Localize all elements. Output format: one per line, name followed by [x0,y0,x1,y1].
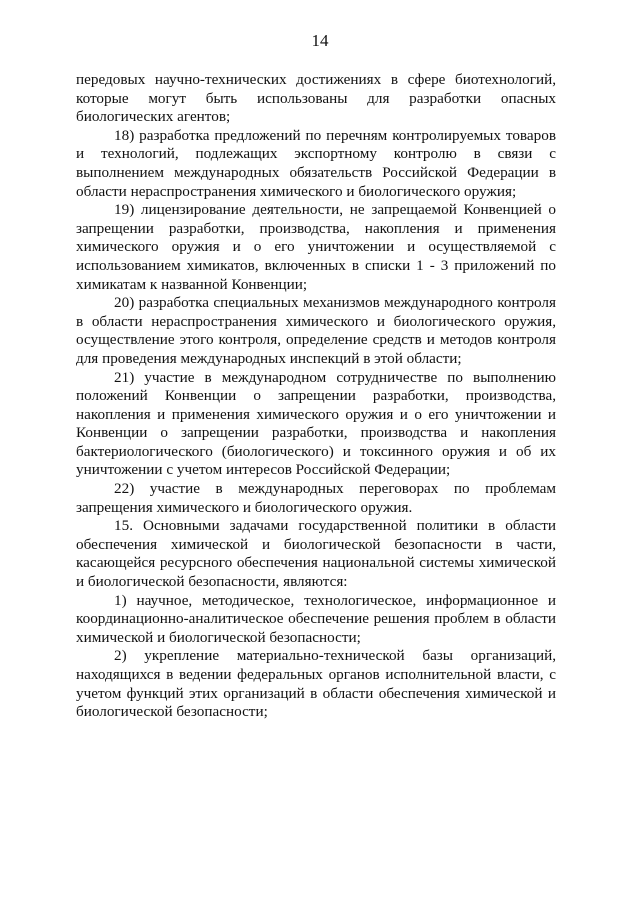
paragraph-item-21: 21) участие в международном сотрудничестве по выполнению положений Конвенции о запрещении разработки, производства, накопления и применения химического оружия и о его уничтожении и Конвенции о запрещении разработки, производства и накопления бактериологического (биологического) и токсинного оружия и об их уничтожении с учетом интересов Российской Федерации; [76,368,556,479]
paragraph-continuation: передовых научно-технических достижениях в сфере биотехнологий, которые могут быть использованы для разработки опасных биологических агентов; [76,71,556,126]
paragraph-subitem-1: 1) научное, методическое, технологическое, информационное и координационно-аналитическое обеспечение решения проблем в области химической и биологической безопасности; [76,591,556,646]
paragraph-subitem-2: 2) укрепление материально-технической базы организаций, находящихся в ведении федеральных органов исполнительной власти, с учетом функций этих организаций в области обеспечения химической и биологической безопасности; [76,647,556,721]
document-body [76,71,556,722]
paragraph-item-18: 18) разработка предложений по перечням контролируемых товаров и технологий, подлежащих экспортному контролю в связи с выполнением международных обязательств Российской Федерации в области нераспространения химического и биологического оружия; [76,126,556,200]
paragraph-item-20: 20) разработка специальных механизмов международного контроля в области нераспространения химического и биологического оружия, осуществление этого контроля, определение средств и методов контроля для проведения международных инспекций в этой области; [76,294,556,367]
paragraph-item-22: 22) участие в международных переговорах по проблемам запрещения химического и биологического оружия. [76,480,556,516]
page-number: 14 [311,31,329,50]
paragraph-item-19: 19) лицензирование деятельности, не запрещаемой Конвенцией о запрещении разработки, производства, накопления и применения химического оружия и о его уничтожении и осуществляемой с использованием химикатов, включенных в списки 1 - 3 приложений по химикатам к названной Конвенции; [76,201,556,293]
paragraph-section-15: 15. Основными задачами государственной политики в области обеспечения химической и биологической безопасности в части, касающейся ресурсного обеспечения национальной системы химической и биологической безопасности, являются: [76,517,556,591]
